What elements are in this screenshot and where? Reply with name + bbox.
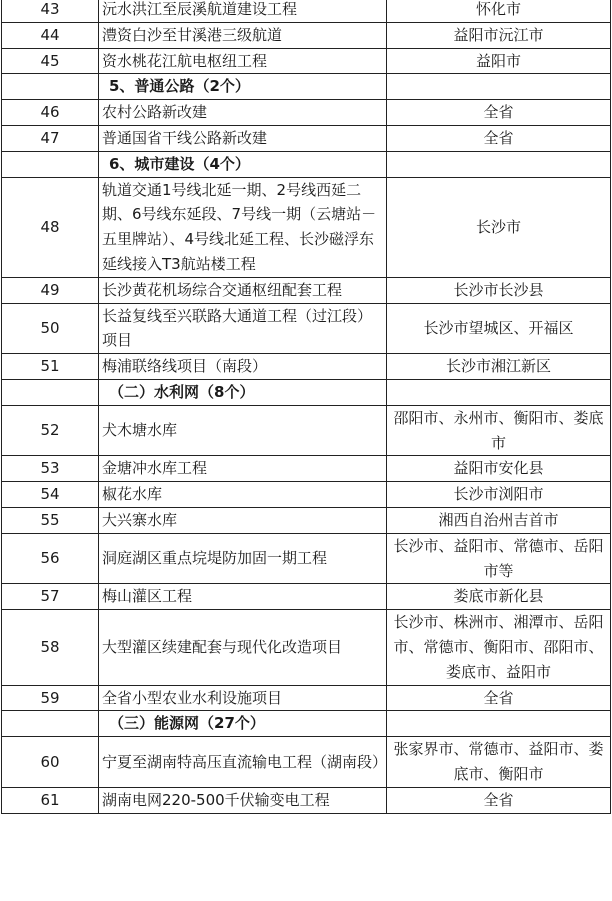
table-row [2, 48, 611, 74]
table-row [2, 125, 611, 151]
project-location: 益阳市沅江市 [387, 22, 611, 48]
project-name: 梅浦联络线项目（南段） [99, 354, 387, 380]
project-name: 轨道交通1号线北延一期、2号线西延二期、6号线东延段、7号线一期（云塘站－五里牌站）、4号线北延工程、长沙磁浮东延线接入T3航站楼工程 [99, 177, 387, 277]
row-number: 50 [2, 303, 99, 354]
row-number: 52 [2, 405, 99, 456]
table-row [2, 22, 611, 48]
project-name: 犬木塘水库 [99, 405, 387, 456]
project-name: 金塘冲水库工程 [99, 456, 387, 482]
project-location: 长沙市湘江新区 [387, 354, 611, 380]
table-row [2, 507, 611, 533]
project-name: 资水桃花江航电枢纽工程 [99, 48, 387, 74]
category-row [2, 151, 611, 177]
row-number: 46 [2, 100, 99, 126]
project-name: 长沙黄花机场综合交通枢纽配套工程 [99, 277, 387, 303]
table-row [2, 177, 611, 277]
category-spacer [2, 711, 99, 737]
project-name: 宁夏至湖南特高压直流输电工程（湖南段） [99, 737, 387, 788]
project-name: 全省小型农业水利设施项目 [99, 685, 387, 711]
project-location: 全省 [387, 100, 611, 126]
table-body [2, 0, 611, 813]
project-location: 益阳市 [387, 48, 611, 74]
row-number: 58 [2, 610, 99, 685]
project-name: 椒花水库 [99, 482, 387, 508]
project-location: 全省 [387, 787, 611, 813]
table-row [2, 482, 611, 508]
category-title: （三）能源网（27个） [99, 711, 387, 737]
row-number: 53 [2, 456, 99, 482]
project-name: 湖南电网220-500千伏输变电工程 [99, 787, 387, 813]
project-name: 大型灌区续建配套与现代化改造项目 [99, 610, 387, 685]
project-location: 娄底市新化县 [387, 584, 611, 610]
project-location: 长沙市、益阳市、常德市、岳阳市等 [387, 533, 611, 584]
category-title: 5、普通公路（2个） [99, 74, 387, 100]
table-row [2, 456, 611, 482]
category-title: 6、城市建设（4个） [99, 151, 387, 177]
row-number: 49 [2, 277, 99, 303]
project-name: 澧资白沙至甘溪港三级航道 [99, 22, 387, 48]
category-row [2, 379, 611, 405]
project-name: 普通国省干线公路新改建 [99, 125, 387, 151]
category-location-empty [387, 151, 611, 177]
table-row [2, 787, 611, 813]
row-number: 56 [2, 533, 99, 584]
row-number: 61 [2, 787, 99, 813]
table-row [2, 277, 611, 303]
table-row [2, 533, 611, 584]
project-location: 益阳市安化县 [387, 456, 611, 482]
table-row [2, 737, 611, 788]
table-row [2, 0, 611, 22]
project-location: 长沙市 [387, 177, 611, 277]
project-location: 全省 [387, 125, 611, 151]
row-number: 47 [2, 125, 99, 151]
row-number: 45 [2, 48, 99, 74]
category-row [2, 74, 611, 100]
row-number: 48 [2, 177, 99, 277]
table-row [2, 354, 611, 380]
project-location: 全省 [387, 685, 611, 711]
category-title: （二）水利网（8个） [99, 379, 387, 405]
project-location: 长沙市浏阳市 [387, 482, 611, 508]
category-row [2, 711, 611, 737]
project-name: 洞庭湖区重点垸堤防加固一期工程 [99, 533, 387, 584]
category-location-empty [387, 379, 611, 405]
category-spacer [2, 151, 99, 177]
row-number: 43 [2, 0, 99, 22]
row-number: 44 [2, 22, 99, 48]
table-row [2, 303, 611, 354]
row-number: 54 [2, 482, 99, 508]
project-location: 怀化市 [387, 0, 611, 22]
category-spacer [2, 74, 99, 100]
table-row [2, 610, 611, 685]
row-number: 57 [2, 584, 99, 610]
project-location: 湘西自治州吉首市 [387, 507, 611, 533]
table-row [2, 685, 611, 711]
table-row [2, 405, 611, 456]
project-location: 长沙市、株洲市、湘潭市、岳阳市、常德市、衡阳市、邵阳市、娄底市、益阳市 [387, 610, 611, 685]
category-spacer [2, 379, 99, 405]
project-name: 长益复线至兴联路大通道工程（过江段）项目 [99, 303, 387, 354]
project-location: 邵阳市、永州市、衡阳市、娄底市 [387, 405, 611, 456]
row-number: 60 [2, 737, 99, 788]
table-row [2, 100, 611, 126]
project-location: 长沙市长沙县 [387, 277, 611, 303]
row-number: 51 [2, 354, 99, 380]
project-location: 长沙市望城区、开福区 [387, 303, 611, 354]
project-table [1, 0, 611, 814]
row-number: 55 [2, 507, 99, 533]
category-location-empty [387, 711, 611, 737]
project-name: 梅山灌区工程 [99, 584, 387, 610]
project-location: 张家界市、常德市、益阳市、娄底市、衡阳市 [387, 737, 611, 788]
project-name: 农村公路新改建 [99, 100, 387, 126]
table-row [2, 584, 611, 610]
project-name: 大兴寨水库 [99, 507, 387, 533]
category-location-empty [387, 74, 611, 100]
project-name: 沅水洪江至辰溪航道建设工程 [99, 0, 387, 22]
row-number: 59 [2, 685, 99, 711]
